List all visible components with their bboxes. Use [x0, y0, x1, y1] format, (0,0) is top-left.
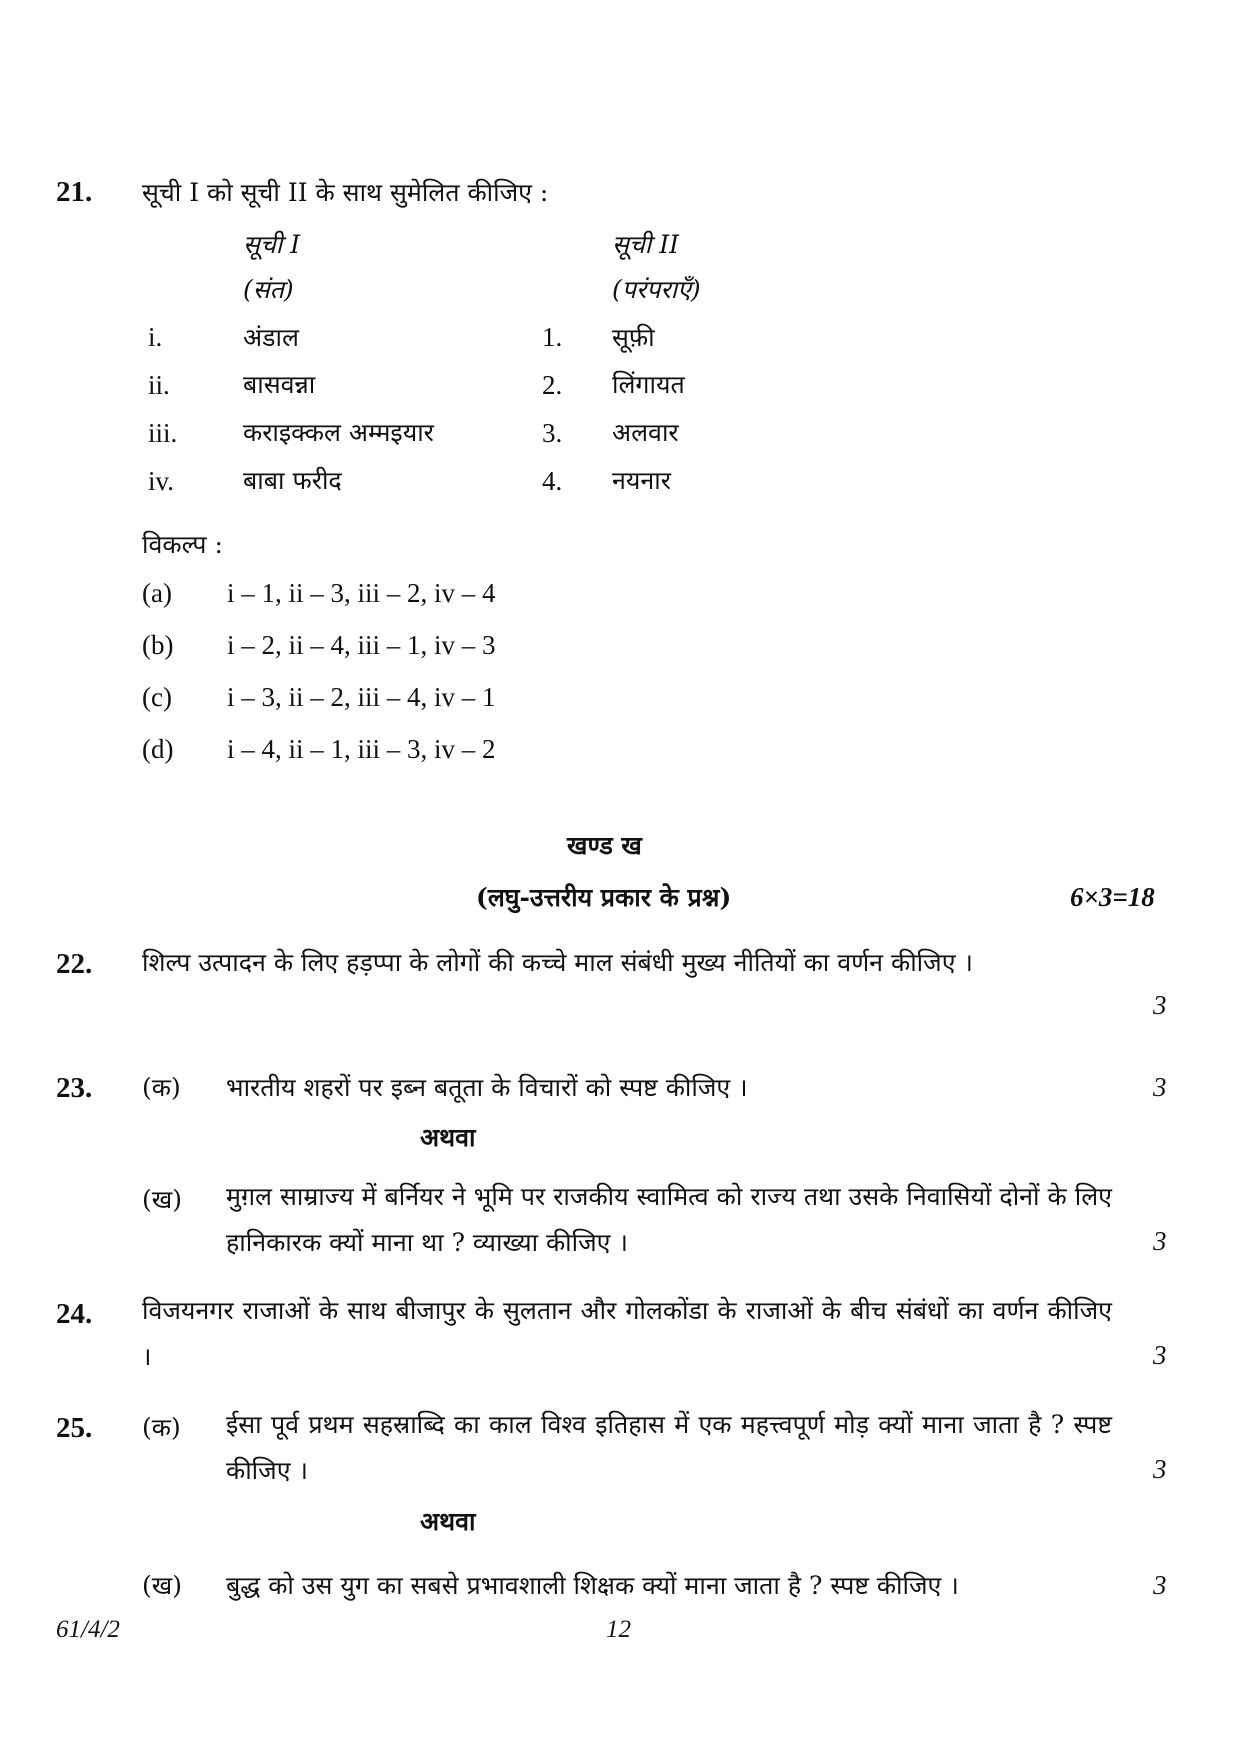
list1-item: कराइक्कल अम्मइयार [243, 418, 434, 447]
question-number: 21. [56, 176, 93, 208]
section-marks: 6×3=18 [1070, 882, 1155, 912]
list1-marker: i. [148, 322, 163, 352]
list1-heading: सूची I [243, 230, 301, 259]
paper-code: 61/4/2 [56, 1616, 120, 1643]
option-marker: (c) [142, 682, 172, 712]
question-marks: 3 [1153, 1072, 1167, 1102]
list2-item: लिंगायत [612, 370, 685, 399]
list1-marker: iii. [148, 418, 178, 448]
option-marker: (b) [142, 630, 174, 660]
question-number: 25. [56, 1412, 93, 1444]
question-marks: 3 [1153, 990, 1167, 1020]
list2-marker: 4. [542, 466, 563, 496]
list2-item: सूफ़ी [612, 323, 655, 352]
question-text: बुद्ध को उस युग का सबसे प्रभावशाली शिक्षक क्यों माना जाता है ? स्पष्ट कीजिए । [226, 1571, 959, 1600]
question-text: शिल्प उत्पादन के लिए हड़प्पा के लोगों की कच्चे माल संबंधी मुख्य नीतियों का वर्णन कीजिए । [142, 948, 973, 977]
sub-question-marker: (ख) [142, 1571, 182, 1600]
option-marker: (a) [142, 578, 172, 608]
list1-item: अंडाल [243, 323, 299, 352]
or-label: अथवा [420, 1507, 476, 1536]
option-text: i – 2, ii – 4, iii – 1, iv – 3 [227, 630, 496, 660]
question-number: 22. [56, 948, 93, 980]
or-label: अथवा [420, 1123, 476, 1152]
question-stem: सूची I को सूची II के साथ सुमेलित कीजिए : [142, 178, 549, 207]
sub-question-marker: (ख) [142, 1185, 182, 1214]
list1-item: बाबा फरीद [243, 466, 342, 495]
question-text: मुग़ल साम्राज्य में बर्नियर ने भूमि पर राजकीय स्वामित्व को राज्य तथा उसके निवासियों दोनों के लिए हानिकारक क्यों माना था ? व्याख्या कीजिए । [226, 1182, 1112, 1257]
section-title: खण्ड ख [567, 831, 642, 860]
option-text: i – 3, ii – 2, iii – 4, iv – 1 [227, 682, 496, 712]
question-text: भारतीय शहरों पर इब्न बतूता के विचारों को स्पष्ट कीजिए । [226, 1073, 748, 1102]
option-marker: (d) [142, 734, 174, 764]
options-label: विकल्प : [142, 530, 223, 559]
list2-subheading: (परंपराएँ) [612, 275, 701, 304]
option-text: i – 4, ii – 1, iii – 3, iv – 2 [227, 734, 496, 764]
page-number: 12 [606, 1616, 631, 1643]
question-marks: 3 [1153, 1340, 1167, 1370]
question-number: 24. [56, 1298, 93, 1330]
list1-marker: iv. [148, 466, 174, 496]
question-marks: 3 [1153, 1570, 1167, 1600]
question-marks: 3 [1153, 1226, 1167, 1256]
list2-item: अलवार [612, 418, 679, 447]
question-text: विजयनगर राजाओं के साथ बीजापुर के सुलतान और गोलकोंडा के राजाओं के बीच संबंधों का वर्णन कीजिए । [142, 1296, 1112, 1371]
question-number: 23. [56, 1072, 93, 1104]
question-text: ईसा पूर्व प्रथम सहस्राब्दि का काल विश्व इतिहास में एक महत्त्वपूर्ण मोड़ क्यों माना जाता है ? स्पष्ट कीजिए । [226, 1410, 1112, 1485]
list1-item: बासवन्ना [243, 370, 316, 399]
sub-question-marker: (क) [142, 1413, 181, 1442]
option-text: i – 1, ii – 3, iii – 2, iv – 4 [227, 578, 496, 608]
list2-marker: 2. [542, 370, 563, 400]
list1-subheading: (संत) [243, 275, 294, 304]
question-marks: 3 [1153, 1454, 1167, 1484]
sub-question-marker: (क) [142, 1073, 181, 1102]
list1-marker: ii. [148, 370, 170, 400]
list2-item: नयनार [612, 466, 671, 495]
section-subtitle: (लघु-उत्तरीय प्रकार के प्रश्न) [476, 883, 732, 912]
list2-heading: सूची II [612, 230, 679, 259]
list2-marker: 1. [542, 322, 563, 352]
list2-marker: 3. [542, 418, 563, 448]
